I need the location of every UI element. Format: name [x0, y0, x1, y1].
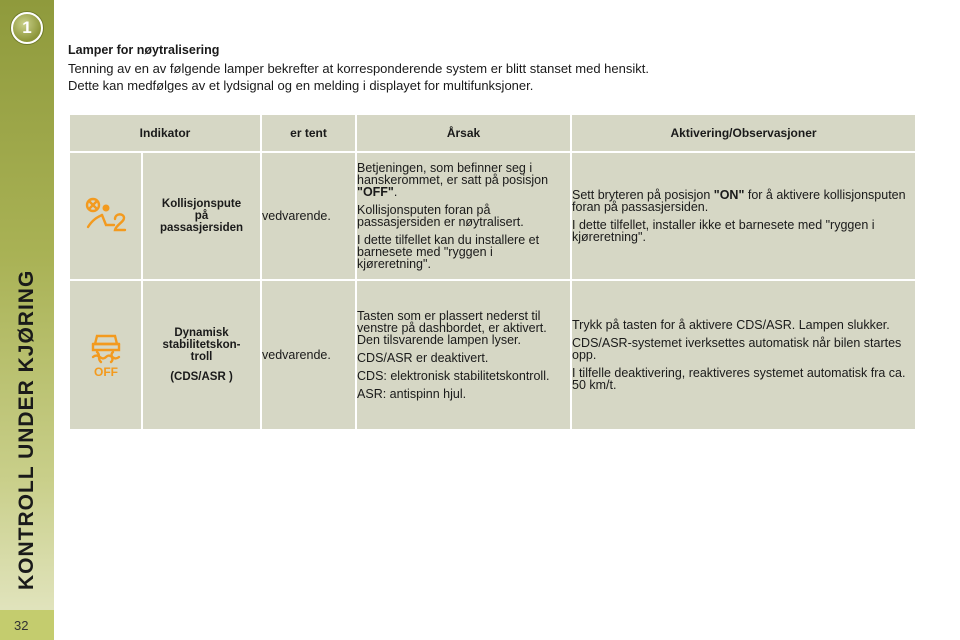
action-paragraph: Trykk på tasten for å aktivere CDS/ASR. Lampen slukker. [572, 318, 890, 332]
action-paragraph: I tilfelle deaktivering, reaktiveres systemet automatisk fra ca. 50 km/t. [572, 366, 906, 392]
cause-paragraph: CDS/ASR er deaktivert. [357, 351, 489, 365]
table-row [69, 280, 916, 430]
indicator-name-line: troll [190, 351, 213, 363]
intro-line-1: Tenning av en av følgende lamper bekrefter at korresponderende system er blitt stanset med hensikt. [68, 61, 649, 76]
indicator-name [142, 152, 261, 280]
action-cell [571, 280, 916, 430]
cds-off-icon [87, 330, 125, 378]
section-title: KONTROLL UNDER KJØRING [15, 269, 38, 590]
header-state: er tent [261, 114, 356, 152]
action-paragraph: Sett bryteren på posisjon "ON" for å aktivere kollisjonsputen foran på passasjersiden. [572, 188, 906, 214]
chapter-badge: 1 [11, 12, 43, 44]
header-action: Aktivering/Observasjoner [571, 114, 916, 152]
table-header-row [69, 114, 916, 152]
header-cause: Årsak [356, 114, 571, 152]
intro-heading: Lamper for nøytralisering [68, 43, 220, 57]
intro [68, 42, 938, 94]
indicator-name-extra: (CDS/ASR ) [170, 371, 233, 383]
action-paragraph: I dette tilfellet, installer ikke et barnesete med "ryggen i kjøreretning". [572, 218, 875, 244]
indicator-name-line: på [194, 210, 209, 222]
action-cell [571, 152, 916, 280]
icon-cell [69, 280, 142, 430]
state-cell: vedvarende. [261, 152, 356, 280]
icon-cell [69, 152, 142, 280]
header-indicator: Indikator [69, 114, 261, 152]
indicator-name [142, 280, 261, 430]
state-cell: vedvarende. [261, 280, 356, 430]
indicator-table [68, 113, 917, 431]
indicator-name-line: passasjersiden [159, 222, 244, 234]
indicator-name-line: Dynamisk [174, 327, 229, 339]
action-paragraph: CDS/ASR-systemet iverksettes automatisk når bilen startes opp. [572, 336, 902, 362]
airbag-off-icon [84, 197, 128, 233]
table-row [69, 152, 916, 280]
indicator-name-line: stabilitetskon- [162, 339, 241, 351]
cause-paragraph: Tasten som er plassert nederst til venstre på dashbordet, er aktivert. Den tilsvarende lampen lyser. [357, 309, 547, 347]
cause-cell [356, 280, 571, 430]
cause-paragraph: ASR: antispinn hjul. [357, 387, 467, 401]
intro-line-2: Dette kan medfølges av et lydsignal og en melding i displayet for multifunksjoner. [68, 78, 534, 93]
indicator-name-line: Kollisjonspute [161, 198, 242, 210]
cause-cell [356, 152, 571, 280]
cause-paragraph: I dette tilfellet kan du installere et barnesete med "ryggen i kjøreretning". [357, 233, 540, 271]
cause-paragraph: Betjeningen, som befinner seg i hanskerommet, er satt på posisjon "OFF". [357, 161, 549, 199]
cause-paragraph: CDS: elektronisk stabilitetskontroll. [357, 369, 550, 383]
cause-paragraph: Kollisjonsputen foran på passasjersiden er nøytralisert. [357, 203, 524, 229]
cds-off-label: OFF [93, 364, 118, 378]
page-number: 32 [14, 618, 29, 633]
